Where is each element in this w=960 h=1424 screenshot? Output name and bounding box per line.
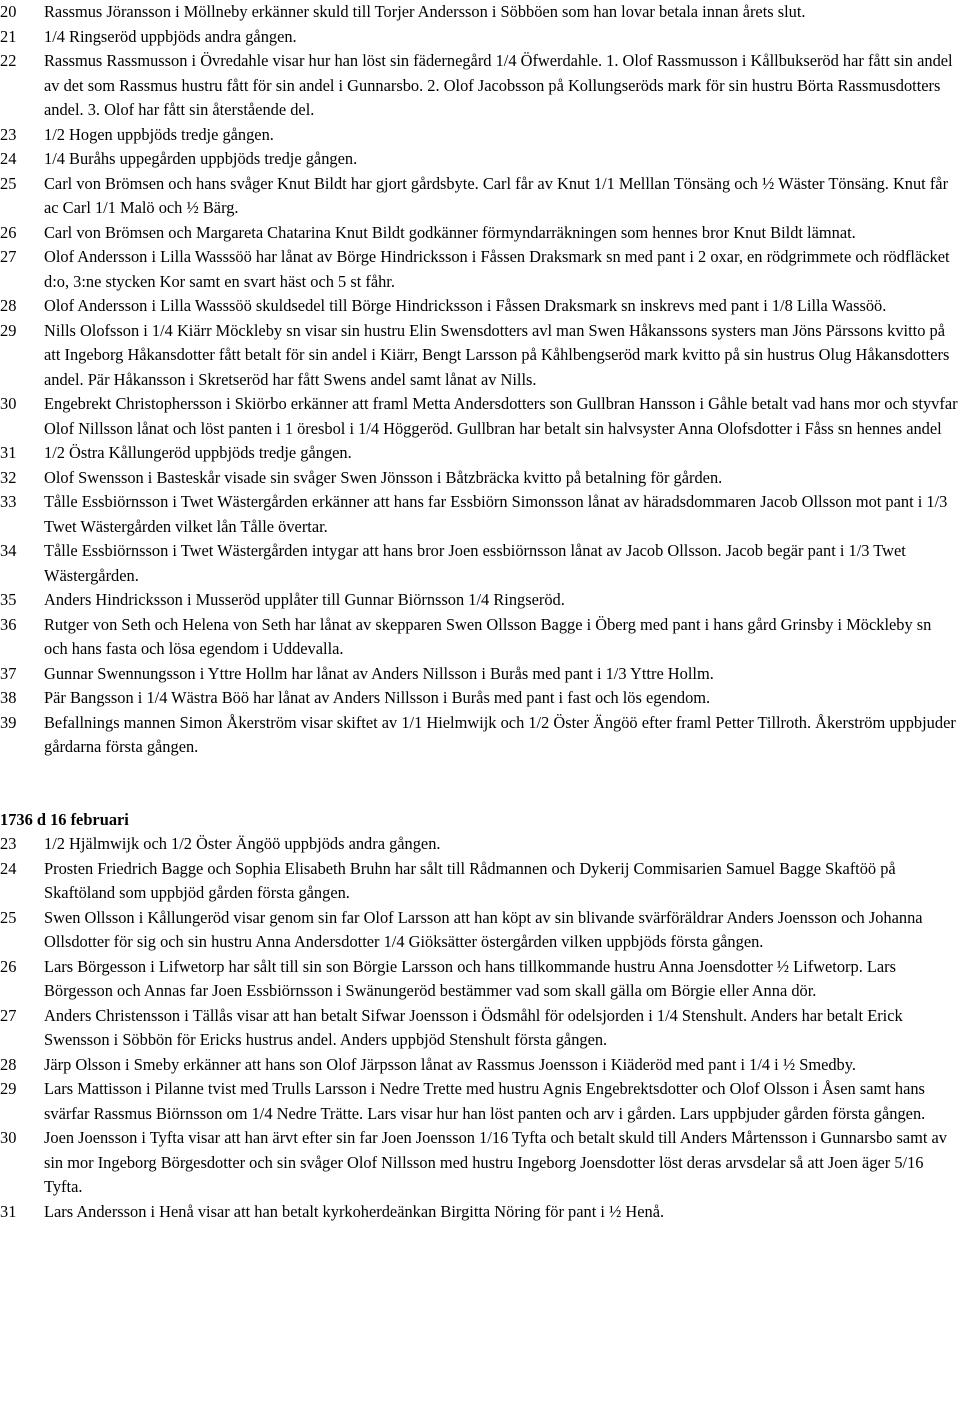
entry-row xyxy=(0,490,960,539)
entry-row xyxy=(0,0,960,25)
entry-text: Olof Andersson i Lilla Wasssöö har lånat av Börge Hindricksson i Fåssen Draksmark sn med pant i 2 oxar, en rödgrimmete och rödfläcket d:o, 3:ne stycken Kor samt en svart häst och 5 st fåhr. xyxy=(44,247,950,291)
entry-number: 28 xyxy=(0,1054,17,1074)
entry-row xyxy=(0,123,960,148)
entry-number: 26 xyxy=(0,222,17,242)
entry-row xyxy=(0,1077,960,1126)
entry-number: 31 xyxy=(0,1201,17,1221)
entry-number: 28 xyxy=(0,296,17,315)
entry-text: Befallnings mannen Simon Åkerström visar skiftet av 1/1 Hielmwijk och 1/2 Öster Ängöö efter framl Petter Tillroth. Åkerström uppbjuder gårdarna första gången. xyxy=(44,712,956,756)
entry-text: Lars Andersson i Henå visar att han betalt kyrkoherdeänkan Birgitta Nöring för pant i ½ Henå. xyxy=(44,1201,665,1221)
entry-row xyxy=(0,172,960,221)
entry-number: 26 xyxy=(0,956,17,976)
entry-number: 25 xyxy=(0,173,17,193)
entry-text: Anders Christensson i Tällås visar att han betalt Sifwar Joensson i Ödsmåhl för odelsjorden i 1/4 Stenshult. Anders har betalt Erick Swensson i Söbbön för Ericks hustrus andel. Anders uppbjöd Stenshult första gången. xyxy=(44,1005,903,1049)
entry-row xyxy=(0,147,960,172)
entry-text: Tålle Essbiörnsson i Twet Wästergården erkänner att hans far Essbiörn Simonsson lånat av häradsdommaren Jacob Ollsson mot pant i 1/3 Twet Wästergården vilket lån Tålle övertar. xyxy=(44,492,948,536)
entry-text: Lars Mattisson i Pilanne tvist med Trulls Larsson i Nedre Trette med hustru Agnis Engebrektsdotter och Olof Olsson i Åsen samt hans svärfar Rassmus Biörnsson om 1/4 Nedre Trätte. Lars visar hur han löst panten och arv i gården. Lars uppbjuder gården första gången. xyxy=(44,1079,926,1123)
entry-row xyxy=(0,662,960,687)
entry-row xyxy=(0,294,960,319)
entry-number: 27 xyxy=(0,1005,17,1025)
entry-text: Olof Swensson i Basteskår visade sin svåger Swen Jönsson i Båtzbräcka kvitto på betalning för gården. xyxy=(44,467,723,487)
entry-row xyxy=(0,392,960,441)
entry-text: Tålle Essbiörnsson i Twet Wästergården intygar att hans bror Joen essbiörnsson lånat av Jacob Ollsson. Jacob begär pant i 1/3 Twet Wästergården. xyxy=(44,541,906,585)
entry-row xyxy=(0,319,960,393)
entry-number: 27 xyxy=(0,247,17,266)
entry-number: 20 xyxy=(0,2,17,21)
entry-row xyxy=(0,245,960,294)
entry-row xyxy=(0,686,960,711)
entry-text: Gunnar Swennungsson i Yttre Hollm har lånat av Anders Nillsson i Burås med pant i 1/3 Yttre Hollm. xyxy=(44,663,714,683)
entry-text: Carl von Brömsen och hans svåger Knut Bildt har gjort gårdsbyte. Carl får av Knut 1/1 Melllan Tönsäng och ½ Wäster Tönsäng. Knut får ac Carl 1/1 Malö och ½ Bärg. xyxy=(44,173,949,217)
entry-row xyxy=(0,613,960,662)
entry-text: Rassmus Rassmusson i Övredahle visar hur han löst sin fädernegård 1/4 Öfwerdahle. 1. Olof Rassmusson i Kållbukseröd har fått sin andel av det som Rassmus hustru fått för sin andel i Gunnarsbo. 2. Olof Jacobsson på Kollungseröds mark för sin hustru Börta Rassmusdotters andel. 3. Olof har fått sin återstående del. xyxy=(44,51,953,119)
entry-number: 22 xyxy=(0,51,17,70)
entry-row xyxy=(0,221,960,246)
entry-text: Carl von Brömsen och Margareta Chatarina Knut Bildt godkänner förmyndarräkningen som hennes bror Knut Bildt lämnat. xyxy=(44,222,856,242)
entry-row xyxy=(0,832,960,857)
entry-row xyxy=(0,857,960,906)
entry-row xyxy=(0,955,960,1004)
entry-text: 1/2 Hjälmwijk och 1/2 Öster Ängöö uppbjöds andra gången. xyxy=(44,834,441,853)
entry-text: 1/2 Östra Kållungeröd uppbjöds tredje gången. xyxy=(44,443,352,462)
entry-row xyxy=(0,49,960,123)
entry-row xyxy=(0,1200,960,1225)
entry-text: Järp Olsson i Smeby erkänner att hans son Olof Järpsson lånat av Rassmus Joensson i Kiäderöd med pant i 1/4 i ½ Smedby. xyxy=(44,1054,856,1074)
entry-number: 36 xyxy=(0,614,17,634)
entry-text: Nills Olofsson i 1/4 Kiärr Möckleby sn visar sin hustru Elin Swensdotters avl man Swen Håkanssons systers man Jöns Pärssons kvitto på att Ingeborg Håkansdotter fått betalt för sin andel i Kiärr, Bengt Larsson på Kåhlbengseröd mark kvitto på sin hustrus Olug Håkansdotters andel. Pär Håkansson i Skretseröd har fått Swens andel samt lånat av Nills. xyxy=(44,320,950,389)
entry-number: 29 xyxy=(0,320,17,340)
entry-number: 37 xyxy=(0,663,17,683)
entry-number: 39 xyxy=(0,712,17,732)
entry-number: 34 xyxy=(0,541,17,560)
section-date-heading: 1736 d 16 februari xyxy=(0,809,129,829)
entry-text: Engebrekt Christophersson i Skiörbo erkänner att framl Metta Andersdotters son Gullbran Hansson i Gåhle betalt vad hans mor och styvfar Olof Nillsson lånat och löst panten i 1 öresbol i 1/4 Höggeröd. Gullbran har betalt sin halvsyster Anna Olofsdotter i Fåss sn hennes andel xyxy=(44,394,958,438)
entry-number: 32 xyxy=(0,467,17,487)
entry-text: Swen Ollsson i Kållungeröd visar genom sin far Olof Larsson att han köpt av sin blivande svärföräldrar Anders Joensson och Johanna Ollsdotter för sig och sin hustru Anna Andersdotter 1/4 Giöksätter östergården vilken uppbjöds första gången. xyxy=(44,907,923,951)
entry-text: Anders Hindricksson i Musseröd upplåter till Gunnar Biörnsson 1/4 Ringseröd. xyxy=(44,590,565,609)
entry-number: 31 xyxy=(0,443,17,462)
entry-row xyxy=(0,539,960,588)
entry-text: Rutger von Seth och Helena von Seth har lånat av skepparen Swen Ollsson Bagge i Öberg med pant i hans gård Grinsby i Möckleby sn och hans fasta och lösa egendom i Uddevalla. xyxy=(44,614,932,658)
entry-number: 30 xyxy=(0,1128,17,1147)
entry-text: 1/4 Ringseröd uppbjöds andra gången. xyxy=(44,26,297,46)
entry-text: 1/2 Hogen uppbjöds tredje gången. xyxy=(44,124,274,144)
entry-text: Olof Andersson i Lilla Wasssöö skuldsedel till Börge Hindricksson i Fåssen Draksmark sn inskrevs med pant i 1/8 Lilla Wassöö. xyxy=(44,296,887,315)
entry-number: 21 xyxy=(0,26,17,46)
entry-number: 30 xyxy=(0,394,17,413)
entry-number: 38 xyxy=(0,688,17,707)
entry-number: 35 xyxy=(0,590,17,609)
entry-number: 29 xyxy=(0,1079,17,1098)
entries-section xyxy=(0,808,960,1225)
entry-list xyxy=(0,832,960,1224)
entry-text: Lars Börgesson i Lifwetorp har sålt till sin son Börgie Larsson och hans tillkommande hustru Anna Joensdotter ½ Lifwetorp. Lars Börgesson och Annas far Joen Essbiörnsson i Swänungeröd bestämmer vad som skall gälla om Börgie eller Anna dör. xyxy=(44,956,897,1000)
entry-text: Joen Joensson i Tyfta visar att han ärvt efter sin far Joen Joensson 1/16 Tyfta och betalt skuld till Anders Mårtensson i Gunnarsbo samt av sin mor Ingeborg Börgesdotter och sin svåger Olof Nillsson med hustru Ingeborg Joensdotter löst deras arvsdelar så att Joen äger 5/16 Tyfta. xyxy=(44,1128,947,1196)
entry-row xyxy=(0,1004,960,1053)
entry-text: Prosten Friedrich Bagge och Sophia Elisabeth Bruhn har sålt till Rådmannen och Dykerij Commisarien Samuel Bagge Skaftöö på Skaftöland som uppbjöd gården första gången. xyxy=(44,858,896,902)
entry-row xyxy=(0,441,960,466)
entry-number: 33 xyxy=(0,492,17,511)
entry-row xyxy=(0,1053,960,1078)
entry-row xyxy=(0,25,960,50)
entry-row xyxy=(0,906,960,955)
entry-number: 23 xyxy=(0,834,17,853)
entry-number: 24 xyxy=(0,858,17,878)
entry-number: 23 xyxy=(0,124,17,144)
entry-text: 1/4 Buråhs uppegården uppbjöds tredje gången. xyxy=(44,149,358,168)
entry-number: 24 xyxy=(0,149,17,168)
entry-row xyxy=(0,466,960,491)
entry-row xyxy=(0,1126,960,1200)
entry-number: 25 xyxy=(0,907,17,927)
entry-text: Rassmus Jöransson i Möllneby erkänner skuld till Torjer Andersson i Söbböen som han lovar betala innan årets slut. xyxy=(44,2,806,21)
entry-row xyxy=(0,711,960,760)
entry-row xyxy=(0,588,960,613)
entry-text: Pär Bangsson i 1/4 Wästra Böö har lånat av Anders Nillsson i Burås med pant i fast och lös egendom. xyxy=(44,688,711,707)
